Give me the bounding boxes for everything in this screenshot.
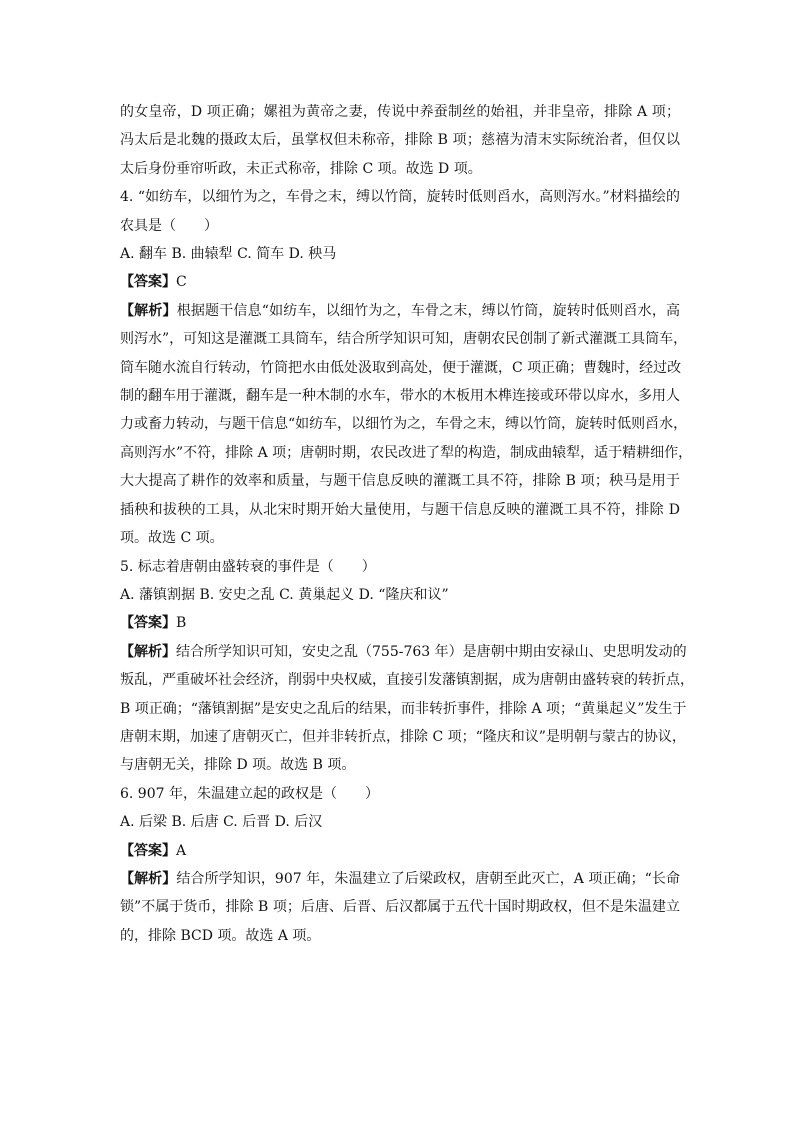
question-4-analysis: [120, 297, 680, 325]
answer-label: 【答案】: [120, 842, 176, 859]
question-4-answer: [120, 268, 680, 296]
question-6-analysis: [120, 865, 680, 893]
answer-label: 【答案】: [120, 274, 176, 291]
text-line: 项。故选 C 项。: [120, 530, 224, 547]
text-line: 筒车随水流自行转动，竹筒把水由低处汲取到高处，便于灌溉，C 项正确；曹魏时，经过改: [120, 359, 682, 376]
text-line: 锁”不属于货币，排除 B 项；后唐、后晋、后汉都属于五代十国时期政权，但不是朱温建立: [120, 899, 680, 916]
analysis-label: 【解析】: [120, 870, 177, 887]
analysis-text: 根据题干信息“如纺车，以细竹为之，车骨之末，缚以竹筒，旋转时低则舀水，高: [176, 302, 681, 319]
text-line: 制的翻车用于灌溉，翻车是一种木制的水车，带水的木板用木榫连接或环带以戽水，多用人: [120, 388, 680, 405]
analysis-text: 结合所学知识，907 年，朱温建立了后梁政权，唐朝至此灭亡，A 项正确；“长命: [176, 870, 681, 887]
text-line: 的，排除 BCD 项。故选 A 项。: [120, 927, 321, 944]
question-6-options: A. 后梁 B. 后唐 C. 后晋 D. 后汉: [120, 814, 323, 831]
question-4-stem: 4. “如纺车，以细竹为之，车骨之末，缚以竹筒，旋转时低则舀水，高则泻水。”材料描绘的: [120, 189, 680, 206]
text-line: 插秧和拔秧的工具，从北宋时期开始大量使用，与题干信息反映的灌溉工具不符，排除 D: [120, 501, 680, 518]
answer-value: A: [176, 842, 187, 859]
text-line: 则泻水”，可知这是灌溉工具筒车，结合所学知识可知，唐朝农民创制了新式灌溉工具筒车，: [120, 331, 688, 348]
text-line: 叛乱，严重破坏社会经济，削弱中央权威，直接引发藩镇割据，成为唐朝由盛转衰的转折点，: [120, 672, 694, 689]
text-line: 太后身份垂帘听政，未正式称帝，排除 C 项。故选 D 项。: [120, 160, 482, 177]
question-6-stem: 6. 907 年，朱温建立起的政权是（ ）: [120, 785, 379, 802]
question-5-stem: 5. 标志着唐朝由盛转衰的事件是（ ）: [120, 558, 376, 575]
question-6-answer: [120, 837, 680, 865]
analysis-text: 结合所学知识可知，安史之乱（755-763 年）是唐朝中期由安禄山、史思明发动的: [176, 643, 687, 660]
text-line: 高则泻水”不符，排除 A 项；唐朝时期，农民改进了犁的构造，制成曲辕犁，适于精耕细作，: [120, 444, 693, 461]
text-line: 力或畜力转动，与题干信息“如纺车，以细竹为之，车骨之末，缚以竹筒，旋转时低则舀水，: [120, 416, 688, 433]
analysis-label: 【解析】: [120, 643, 176, 660]
question-4-stem: 农具是（ ）: [120, 217, 218, 234]
text-line: 唐朝末期，加速了唐朝灭亡，但并非转折点，排除 C 项；“隆庆和议”是明朝与蒙古的协议，: [120, 728, 686, 745]
text-line: B 项正确；“藩镇割据”是安史之乱后的结果，而非转折事件，排除 A 项；“黄巢起义”发生于: [120, 700, 687, 717]
answer-value: C: [176, 274, 187, 291]
analysis-label: 【解析】: [120, 302, 177, 319]
question-5-analysis: [120, 638, 687, 666]
text-line: 的女皇帝，D 项正确；嫘祖为黄帝之妻，传说中养蚕制丝的始祖，并非皇帝，排除 A 项；: [120, 104, 680, 120]
text-line: 冯太后是北魏的摄政太后，虽掌权但未称帝，排除 B 项；慈禧为清末实际统治者，但仅以: [120, 132, 680, 149]
document-page: [120, 98, 694, 950]
text-line: 与唐朝无关，排除 D 项。故选 B 项。: [120, 757, 356, 774]
question-4-options: A. 翻车 B. 曲辕犁 C. 简车 D. 秧马: [120, 246, 337, 263]
question-5-options: A. 藩镇割据 B. 安史之乱 C. 黄巢起义 D. “隆庆和议”: [120, 586, 449, 603]
question-5-answer: [120, 609, 680, 637]
answer-value: B: [176, 615, 187, 632]
text-line: 大大提高了耕作的效率和质量，与题干信息反映的灌溉工具不符，排除 B 项；秧马是用于: [120, 473, 680, 490]
answer-label: 【答案】: [120, 615, 176, 632]
